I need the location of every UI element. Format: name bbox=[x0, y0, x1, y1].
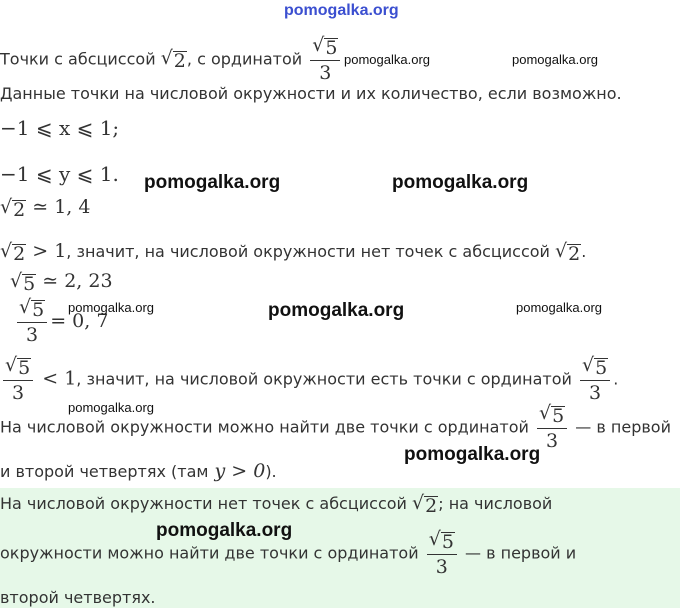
watermark-link[interactable]: pomogalka.org bbox=[284, 2, 399, 19]
watermark: pomogalka.org bbox=[404, 444, 541, 465]
watermark: pomogalka.org bbox=[512, 52, 598, 67]
line-1 bbox=[0, 36, 343, 84]
line-9: √ 5 3 < 1, значит, на числовой окружности есть точки с ординатой √ 5 3 . bbox=[5, 354, 619, 404]
inequality-y: −1 ⩽ y ⩽ 1. bbox=[0, 162, 119, 186]
watermark: pomogalka.org bbox=[392, 172, 529, 193]
watermark: pomogalka.org bbox=[68, 300, 154, 315]
watermark: pomogalka.org bbox=[516, 300, 602, 315]
watermark: pomogalka.org bbox=[268, 300, 405, 321]
text: Точки с абсциссой bbox=[0, 49, 156, 69]
sqrt2-approx: √ 2 ≃ 1, 4 bbox=[0, 196, 91, 221]
fraction: √ 5 3 bbox=[310, 36, 340, 84]
line-2: Данные точки на числовой окружности и их количество, если возможно. bbox=[0, 84, 622, 103]
watermark: pomogalka.org bbox=[68, 400, 154, 415]
line-11: и второй четвертях (там y > 0). bbox=[0, 460, 277, 482]
answer-line-3: второй четвертях. bbox=[0, 588, 156, 607]
line-6: √ 2 > 1, значит, на числовой окружности нет точек с абсциссой √ 2 . bbox=[0, 240, 587, 265]
watermark: pomogalka.org bbox=[156, 520, 293, 541]
text: , с ординатой bbox=[186, 49, 303, 69]
answer-line-1: На числовой окружности нет точек с абсциссой √ 2 ; на числовой bbox=[0, 492, 553, 517]
fraction-value: √ 5 3 = 0, 7 bbox=[19, 296, 109, 346]
sqrt-2: √ 2 bbox=[160, 47, 186, 73]
watermark: pomogalka.org bbox=[144, 172, 281, 193]
sqrt5-approx: √ 5 ≃ 2, 23 bbox=[10, 270, 113, 295]
inequality-x: −1 ⩽ x ⩽ 1; bbox=[0, 116, 120, 140]
watermark: pomogalka.org bbox=[344, 52, 430, 67]
answer-line-2: окружности можно найти две точки с ординатой √ 5 3 — в первой и bbox=[0, 528, 577, 578]
line-10: На числовой окружности можно найти две точки с ординатой √ 5 3 — в первой bbox=[0, 402, 671, 452]
